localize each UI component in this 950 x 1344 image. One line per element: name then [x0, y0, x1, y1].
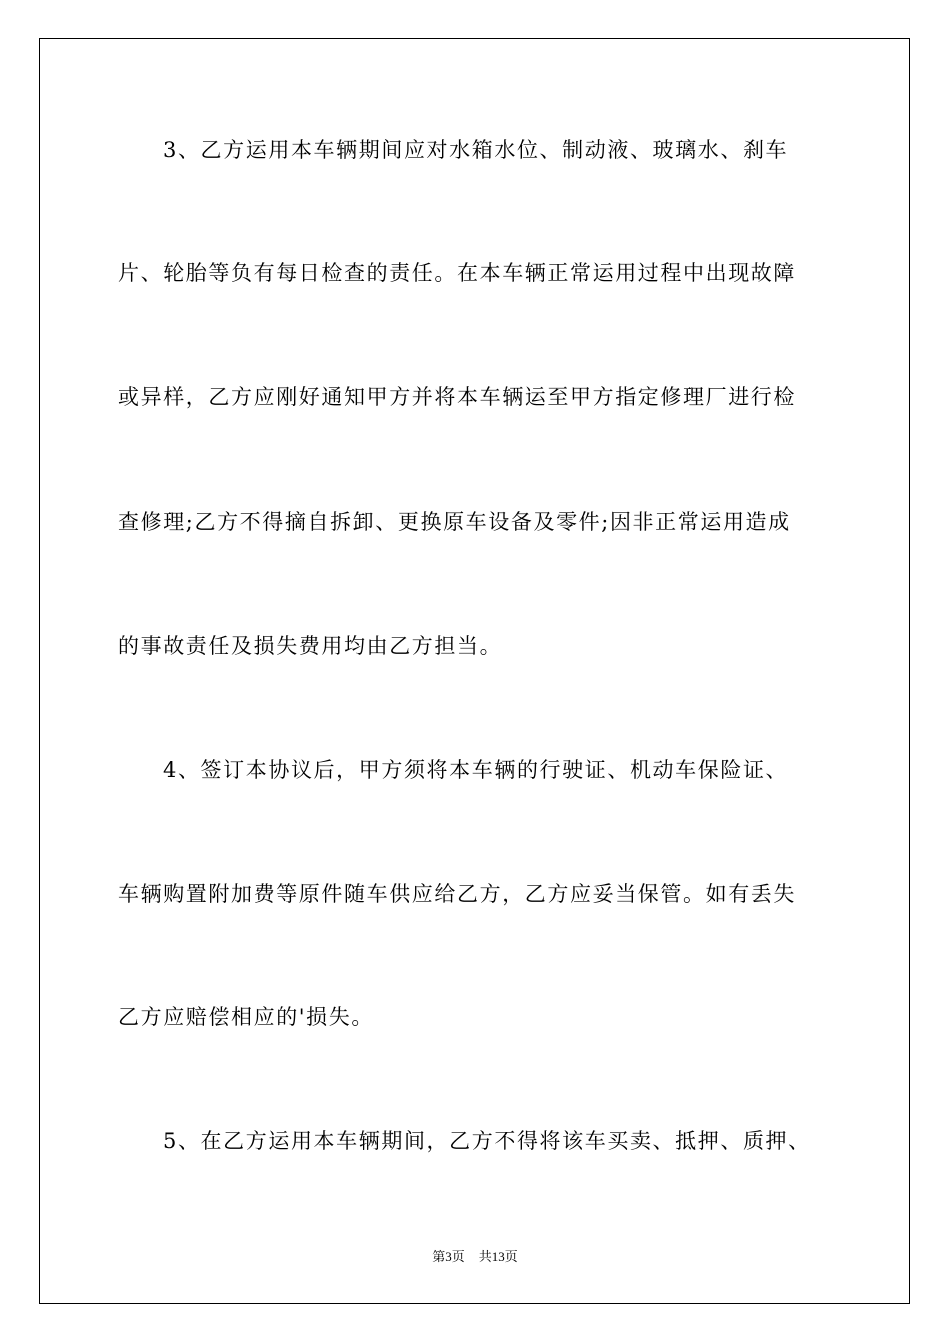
paragraph-4-line-3: 乙方应赔偿相应的'损失。 — [118, 1005, 374, 1029]
page-footer — [0, 1248, 950, 1266]
paragraph-3-line-5: 的事故责任及损失费用均由乙方担当。 — [118, 634, 503, 658]
page-number-total: 共13页 — [478, 1249, 518, 1264]
page-number-current: 第3页 — [432, 1249, 465, 1264]
paragraph-4-line-1: 4、签订本协议后，甲方须将本车辆的行驶证、机动车保险证、 — [163, 758, 789, 782]
paragraph-3-line-3: 或异样，乙方应刚好通知甲方并将本车辆运至甲方指定修理厂进行检 — [118, 385, 796, 409]
page-border — [39, 38, 910, 1304]
paragraph-3-line-1: 3、乙方运用本车辆期间应对水箱水位、制动液、玻璃水、刹车 — [163, 138, 789, 162]
paragraph-3-line-2: 片、轮胎等负有每日检查的责任。在本车辆正常运用过程中出现故障 — [118, 261, 796, 285]
paragraph-3-line-4: 查修理;乙方不得摘自拆卸、更换原车设备及零件;因非正常运用造成 — [118, 510, 791, 534]
paragraph-4-line-2: 车辆购置附加费等原件随车供应给乙方，乙方应妥当保管。如有丢失 — [118, 882, 796, 906]
paragraph-5-line-1: 5、在乙方运用本车辆期间，乙方不得将该车买卖、抵押、质押、 — [163, 1129, 811, 1153]
